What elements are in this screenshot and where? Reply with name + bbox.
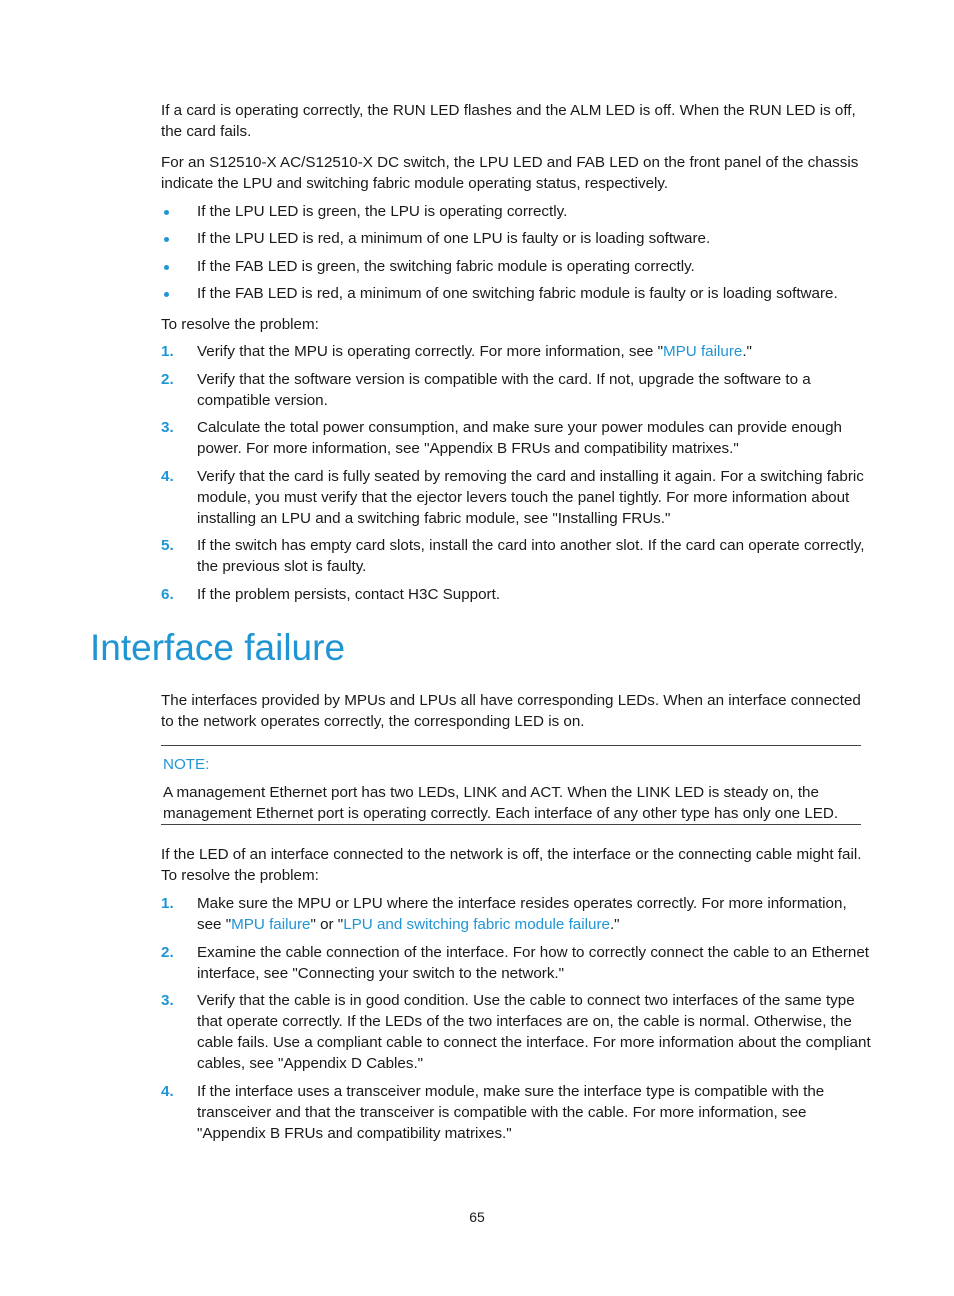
- intro-paragraph-1: If a card is operating correctly, the RUN LED flashes and the ALM LED is off. When the RUN LED is off, the card fails.: [161, 102, 856, 140]
- lpu-fabric-failure-link[interactable]: LPU and switching fabric module failure: [343, 916, 610, 933]
- list-item: If the FAB LED is green, the switching fabric module is operating correctly.: [161, 256, 871, 283]
- step-number: 2.: [161, 370, 174, 388]
- step-number: 1.: [161, 343, 174, 360]
- note-box: [161, 745, 861, 825]
- page-number: 65: [469, 1209, 485, 1225]
- step-item: 5. If the switch has empty card slots, install the card into another slot. If the card can operate correctly, the previous slot is faulty.: [161, 537, 865, 575]
- step-item: 3. Verify that the cable is in good condition. Use the cable to connect two interfaces of the same type that operate correctly. If the LEDs of the two interfaces are on, the cable is normal. Otherwise, the cable fails. Use a compliant cable to connect the interface. For more information about the compliant cables, see "Appendix D Cables.": [161, 992, 871, 1072]
- intro-paragraph-2: For an S12510-X AC/S12510-X DC switch, the LPU LED and FAB LED on the front panel of the chassis indicate the LPU and switching fabric module operating status, respectively.: [161, 154, 859, 192]
- step-item: 6. If the problem persists, contact H3C Support.: [161, 585, 501, 603]
- led-status-list: [161, 201, 871, 310]
- mpu-failure-link[interactable]: MPU failure: [231, 916, 311, 933]
- step-number: 4.: [161, 467, 174, 485]
- resolution-steps-1: [161, 341, 871, 611]
- step-item: 2. Examine the cable connection of the interface. For how to correctly connect the cable to an Ethernet interface, see "Connecting your switch to the network.": [161, 943, 870, 982]
- note-text: A management Ethernet port has two LEDs, LINK and ACT. When the LINK LED is steady on, the management Ethernet port is operating correctly. Each interface of any other type has only one LED.: [163, 784, 839, 822]
- mpu-failure-link[interactable]: MPU failure: [662, 343, 743, 360]
- step-number: 2.: [161, 943, 174, 961]
- step-number: 3.: [161, 419, 174, 436]
- list-item: If the LPU LED is green, the LPU is operating correctly.: [161, 201, 871, 228]
- after-note-paragraph: If the LED of an interface connected to the network is off, the interface or the connecting cable might fail. To resolve the problem:: [161, 846, 862, 884]
- bullet-icon: [164, 292, 169, 297]
- resolve-intro-1: To resolve the problem:: [161, 316, 319, 333]
- list-item: If the FAB LED is red, a minimum of one switching fabric module is faulty or is loading software.: [161, 283, 871, 310]
- step-number: 6.: [161, 585, 174, 603]
- bullet-icon: [164, 265, 169, 270]
- step-number: 5.: [161, 537, 174, 554]
- step-item: 1. Make sure the MPU or LPU where the interface resides operates correctly. For more information, see "MPU failure" or "LPU and switching fabric module failure.": [161, 895, 847, 933]
- bullet-icon: [164, 210, 169, 215]
- step-item: 2. Verify that the software version is compatible with the card. If not, upgrade the software to a compatible version.: [161, 370, 811, 409]
- step-item: 1. Verify that the MPU is operating correctly. For more information, see "MPU failure.": [161, 343, 752, 360]
- resolution-steps-2: [161, 893, 871, 1150]
- list-item: If the LPU LED is red, a minimum of one LPU is faulty or is loading software.: [161, 228, 871, 255]
- bullet-icon: [164, 237, 169, 242]
- step-item: 4. Verify that the card is fully seated by removing the card and installing it again. For a switching fabric module, you must verify that the ejector levers touch the panel tightly. For more information about installing an LPU and a switching fabric module, see "Installing FRUs.": [161, 467, 864, 527]
- section-intro-paragraph: The interfaces provided by MPUs and LPUs all have corresponding LEDs. When an interface connected to the network operates correctly, the corresponding LED is on.: [161, 692, 861, 730]
- step-item: 4. If the interface uses a transceiver module, make sure the interface type is compatible with the transceiver and that the transceiver is compatible with the cable. For more information, see "Appendix B FRUs and compatibility matrixes.": [161, 1082, 825, 1142]
- section-heading: Interface failure: [90, 627, 346, 668]
- step-number: 3.: [161, 992, 174, 1009]
- step-number: 4.: [161, 1082, 174, 1100]
- step-item: 3. Calculate the total power consumption, and make sure your power modules can provide enough power. For more information, see "Appendix B FRUs and compatibility matrixes.": [161, 419, 843, 457]
- note-label: NOTE:: [163, 756, 210, 773]
- step-number: 1.: [161, 895, 174, 912]
